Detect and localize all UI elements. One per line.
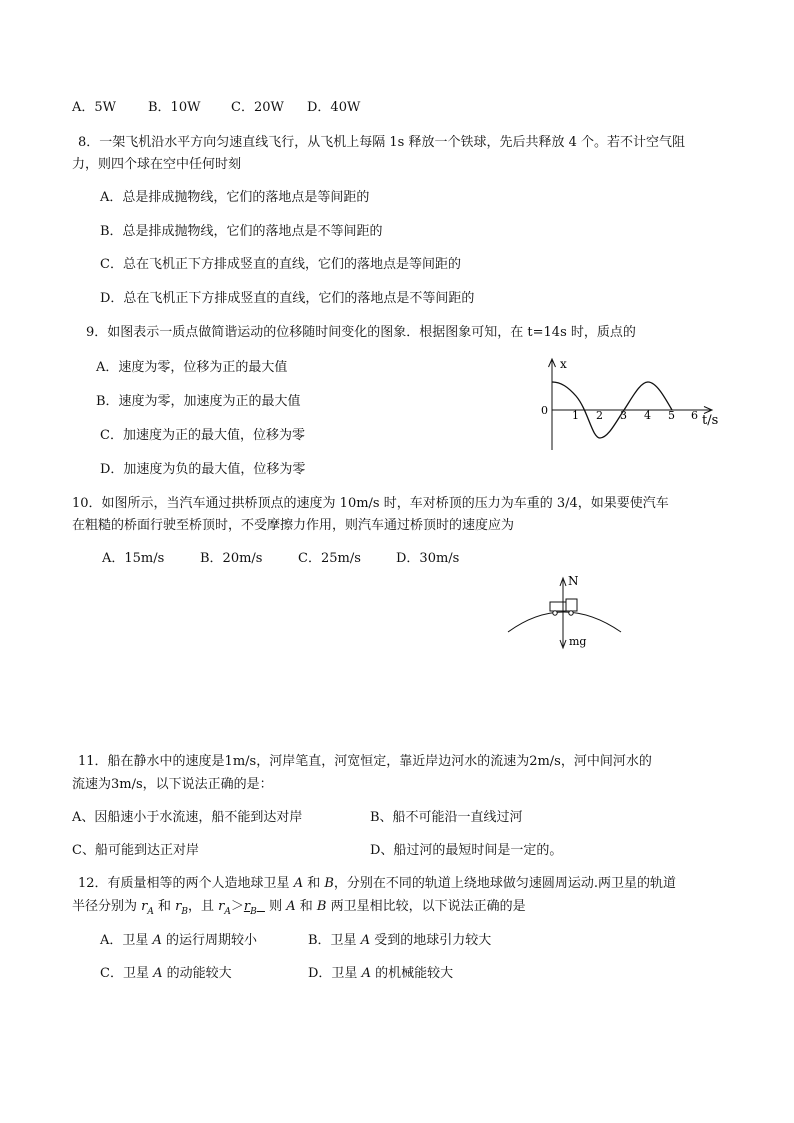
q8-stem-line1: 8．一架飞机沿水平方向匀速直线飞行，从飞机上每隔 1s 释放一个铁球，先后共释放 4 个。若不计空气阻 — [78, 135, 686, 150]
q12-option-a — [100, 933, 257, 949]
q11-option-b: B、船不可能沿一直线过河 — [370, 810, 523, 825]
q12-line2-post1: 则 — [264, 899, 287, 914]
q12-option-d-pre: D．卫星 — [308, 966, 362, 981]
q12-and2: 和 — [153, 899, 176, 914]
q12-sat-a: A — [293, 876, 304, 891]
q8-option-a: A．总是排成抛物线，它们的落地点是等间距的 — [100, 190, 370, 205]
force-mg-label: mg — [569, 635, 587, 648]
car-wheel-front — [569, 611, 573, 615]
q10-stem-line1: 10．如图所示，当汽车通过拱桥顶点的速度为 10m/s 时，车对桥顶的压力为车重的 3/4，如果要使汽车 — [72, 496, 669, 511]
tick-label-4: 4 — [644, 409, 651, 422]
q8-option-c: C．总在飞机正下方排成竖直的直线，它们的落地点是等间距的 — [100, 257, 461, 272]
q12-option-b-sat: A — [360, 933, 371, 948]
q12-sat-b: B — [324, 876, 334, 891]
q12-option-c-pre: C．卫星 — [100, 966, 154, 981]
q12-stem-line1 — [78, 876, 676, 892]
q8-option-b: B．总是排成抛物线，它们的落地点是不等间距的 — [100, 224, 383, 239]
q11-option-d: D、船过河的最短时间是一定的。 — [370, 843, 563, 858]
q12-rb-sub-2: B — [250, 906, 257, 917]
q12-ra-sub-2: A — [224, 906, 231, 917]
q11-stem-line1: 11．船在静水中的速度是1m/s，河岸笔直，河宽恒定，靠近岸边河水的流速为2m/s，河中间河水的 — [78, 754, 652, 769]
q12-and: 和 — [303, 876, 325, 891]
q12-sat-a-2: A — [286, 899, 296, 914]
q7-choice-d: D．40W — [307, 100, 361, 115]
q12-option-d-sat: A — [361, 966, 371, 981]
q12-option-c-sat: A — [153, 966, 163, 981]
q12-option-c-post: 的动能较大 — [162, 966, 232, 981]
y-axis-label: x — [560, 357, 567, 371]
q11-option-a: A、因船速小于水流速，船不能到达对岸 — [72, 810, 303, 825]
bridge-arch — [508, 612, 621, 632]
q12-option-d — [308, 966, 453, 982]
q12-ra-2: r — [218, 899, 225, 914]
q12-rb-2: r — [243, 899, 251, 914]
q12-ra-sub: A — [147, 906, 154, 917]
force-n-label: N — [568, 574, 579, 588]
q12-option-b-post: 受到的地球引力较大 — [370, 933, 492, 948]
q12-ra: r — [141, 899, 148, 914]
q12-sat-b-2: B — [316, 899, 327, 914]
q12-option-a-post: 的运行周期较小 — [161, 933, 258, 948]
q12-rb-sub: B — [181, 906, 188, 917]
q12-rb-underlined — [243, 899, 265, 917]
q7-choice-c: C．20W — [231, 100, 284, 115]
q11-option-c: C、船可能到达正对岸 — [72, 843, 199, 858]
q10-choice-a: A．15m/s — [102, 551, 165, 566]
q10-choice-d: D．30m/s — [396, 551, 460, 566]
q12-option-a-sat: A — [152, 933, 162, 948]
q12-option-a-pre: A．卫星 — [100, 933, 153, 948]
tick-label-6: 6 — [691, 409, 698, 422]
q10-bridge-figure — [505, 572, 625, 652]
q12-option-b — [308, 933, 491, 949]
car-cab — [566, 599, 577, 611]
q9-option-d: D．加速度为负的最大值，位移为零 — [100, 462, 306, 477]
car-body — [550, 602, 566, 611]
q10-choice-c: C．25m/s — [298, 551, 361, 566]
q7-choice-a: A．5W — [72, 100, 117, 115]
tick-label-2: 2 — [596, 409, 603, 422]
q10-choices — [102, 551, 459, 567]
q12-line2-post2: 和 — [295, 899, 317, 914]
q7-choice-b: B．10W — [148, 100, 201, 115]
q12-line2-mid: ，且 — [187, 899, 219, 914]
q11-stem-line2: 流速为3m/s，以下说法正确的是： — [72, 777, 273, 792]
q12-line1-pre: 12．有质量相等的两个人造地球卫星 — [78, 876, 294, 891]
q12-option-b-pre: B．卫星 — [308, 933, 361, 948]
q9-option-a: A．速度为零，位移为正的最大值 — [96, 360, 288, 375]
q12-gt: ＞ — [230, 899, 244, 914]
q7-choices — [72, 100, 360, 116]
q9-shm-graph — [536, 352, 732, 452]
origin-label: 0 — [541, 404, 548, 417]
tick-label-5: 5 — [668, 409, 675, 422]
q12-line1-post: ，分别在不同的轨道上绕地球做匀速圆周运动.两卫星的轨道 — [333, 876, 677, 891]
q9-stem: 9．如图表示一质点做简谐运动的位移随时间变化的图象．根据图象可知，在 t=14s 时，质点的 — [86, 325, 636, 340]
q9-option-c: C．加速度为正的最大值，位移为零 — [100, 428, 305, 443]
q12-option-c — [100, 966, 232, 982]
car-wheel-rear — [553, 611, 557, 615]
q12-option-d-post: 的机械能较大 — [370, 966, 454, 981]
tick-label-1: 1 — [572, 409, 579, 422]
q9-option-b: B．速度为零，加速度为正的最大值 — [96, 394, 301, 409]
q8-stem-line2: 力，则四个球在空中任何时刻 — [72, 157, 242, 172]
q8-option-d: D．总在飞机正下方排成竖直的直线，它们的落地点是不等间距的 — [100, 291, 475, 306]
q12-rb: r — [175, 899, 182, 914]
tick-label-3: 3 — [620, 409, 627, 422]
q12-line2-pre: 半径分别为 — [72, 899, 142, 914]
q12-line2-post3: 两卫星相比较，以下说法正确的是 — [326, 899, 526, 914]
q10-choice-b: B．20m/s — [200, 551, 263, 566]
q10-stem-line2: 在粗糙的桥面行驶至桥顶时，不受摩擦力作用，则汽车通过桥顶时的速度应为 — [72, 518, 515, 533]
x-axis-label: t/s — [702, 413, 719, 428]
q12-stem-line2 — [72, 899, 526, 920]
